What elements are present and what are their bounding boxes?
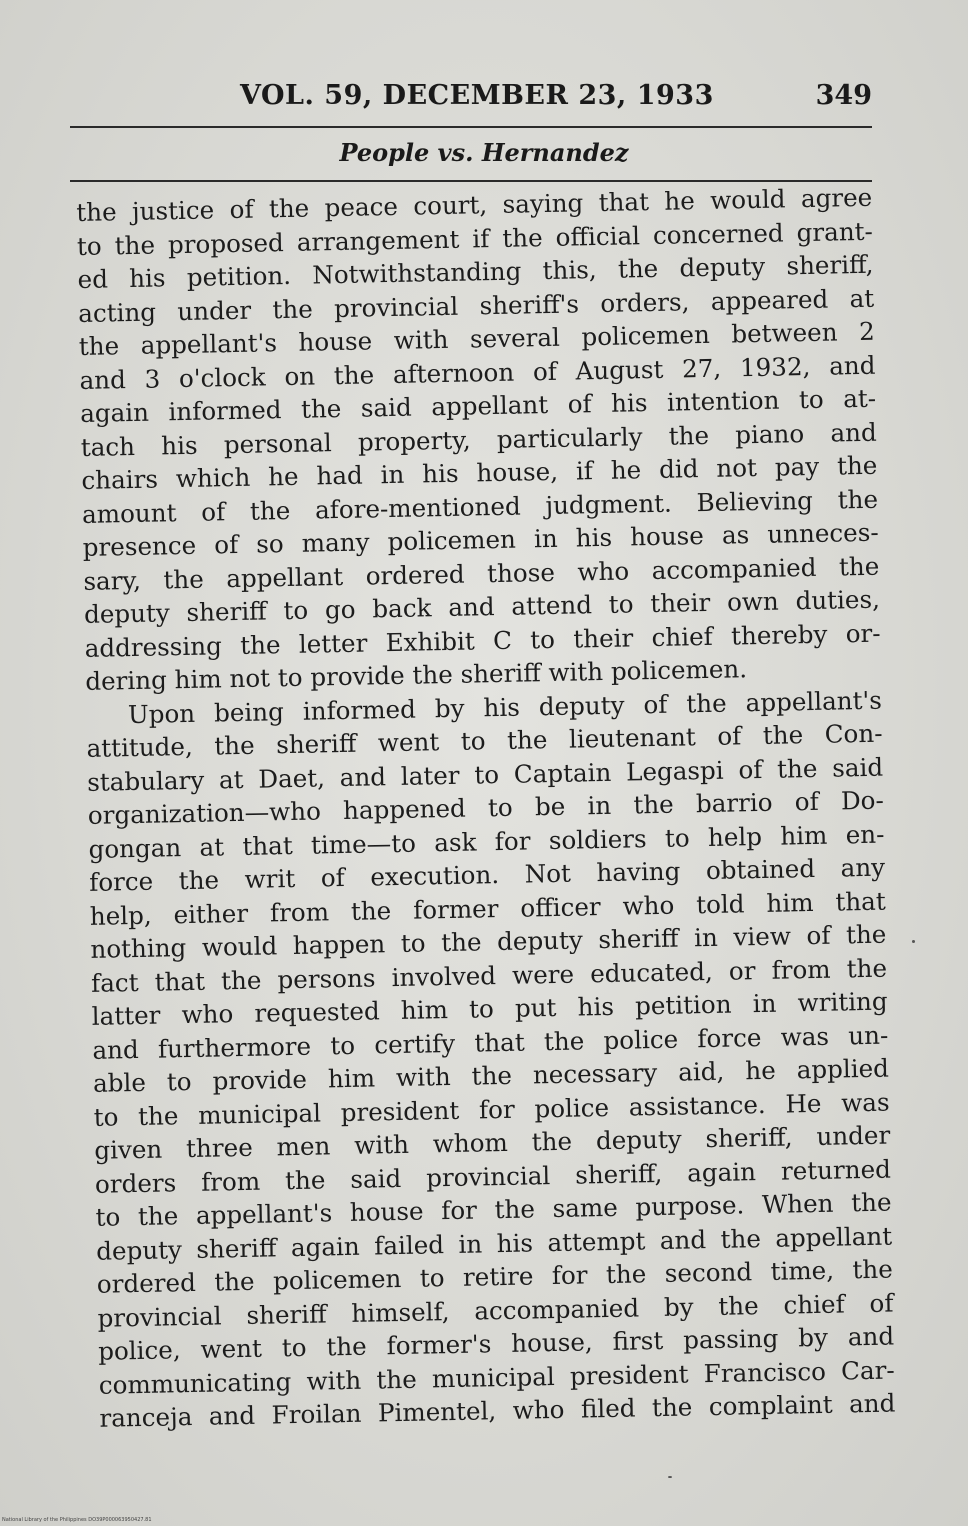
text-line: organization—who happened to be in the barrio of Do- xyxy=(87,785,885,830)
text-line: provincial sheriff himself, accompanied by the chief of xyxy=(97,1288,894,1333)
case-title: People vs. Hernandez xyxy=(339,138,629,167)
text-line: chairs which he had in his house, if he did not pay the xyxy=(81,450,878,495)
text-line: amount of the afore-mentioned judgment. Believing the xyxy=(81,484,879,529)
text-line: force the writ of execution. Not having obtained any xyxy=(88,852,886,897)
text-line: communicating with the municipal president Francisco Car- xyxy=(98,1355,895,1400)
running-head xyxy=(70,76,872,120)
text-line: ranceja and Froilan Pimentel, who filed the complaint and xyxy=(99,1388,896,1433)
text-line: to the municipal president for police assistance. He was xyxy=(93,1087,890,1132)
text-line: stabulary at Daet, and later to Captain Legaspi of the said xyxy=(86,752,884,797)
text-line: nothing would happen to the deputy sheriff in view of the xyxy=(90,919,887,964)
text-line: fact that the persons involved were educated, or from the xyxy=(90,953,888,998)
scan-credit: National Library of the Philippines DO39P000063950427.81 xyxy=(2,1517,152,1523)
text-line: sary, the appellant ordered those who accompanied the xyxy=(83,551,880,596)
text-line: help, either from the former officer who told him that xyxy=(89,886,886,931)
text-line: acting under the provincial sheriff's orders, appeared at xyxy=(77,283,875,328)
scan-speck xyxy=(912,940,915,943)
text-line: dering him not to provide the sheriff with policemen. xyxy=(85,654,748,696)
body-text xyxy=(76,181,896,1436)
text-line: gongan at that time—to ask for soldiers to help him en- xyxy=(88,819,885,864)
text-line: to the proposed arrangement if the official concerned grant- xyxy=(76,216,874,261)
text-line: police, went to the former's house, first passing by and xyxy=(97,1321,895,1366)
text-line: able to provide him with the necessary aid, he applied xyxy=(92,1053,890,1098)
page-number: 349 xyxy=(815,80,872,111)
text-line: and furthermore to certify that the police force was un- xyxy=(92,1020,889,1065)
text-line: the justice of the peace court, saying that he would agree xyxy=(76,182,873,227)
text-line: and 3 o'clock on the afternoon of August 27, 1932, and xyxy=(79,350,876,395)
text-line: addressing the letter Exhibit C to their chief thereby or- xyxy=(84,618,881,663)
paragraph-start-line: Upon being informed by his deputy of the appellant's xyxy=(127,685,883,729)
text-line: given three men with whom the deputy sheriff, under xyxy=(94,1120,891,1165)
text-line: again informed the said appellant of his intention to at- xyxy=(79,383,877,428)
text-line: deputy sheriff again failed in his attempt and the appellant xyxy=(95,1221,893,1266)
text-line: the appellant's house with several policemen between 2 xyxy=(78,316,876,361)
text-line: orders from the said provincial sheriff, again returned xyxy=(94,1154,892,1199)
text-line: presence of so many policemen in his house as unneces- xyxy=(82,517,879,562)
text-line: latter who requested him to put his petition in writing xyxy=(91,986,888,1031)
volume-date-line: VOL. 59, DECEMBER 23, 1933 xyxy=(240,80,714,111)
text-line: ordered the policemen to retire for the second time, the xyxy=(96,1254,894,1299)
text-line: tach his personal property, particularly the piano and xyxy=(80,417,877,462)
header-rule-bottom xyxy=(70,180,872,182)
text-line: ed his petition. Notwithstanding this, the deputy sheriff, xyxy=(77,249,874,294)
header-rule-top xyxy=(70,126,872,128)
scan-speck xyxy=(668,1476,672,1478)
text-line: deputy sheriff to go back and attend to their own duties, xyxy=(83,584,881,629)
text-line: attitude, the sheriff went to the lieutenant of the Con- xyxy=(86,718,883,763)
text-line: to the appellant's house for the same purpose. When the xyxy=(95,1187,892,1232)
